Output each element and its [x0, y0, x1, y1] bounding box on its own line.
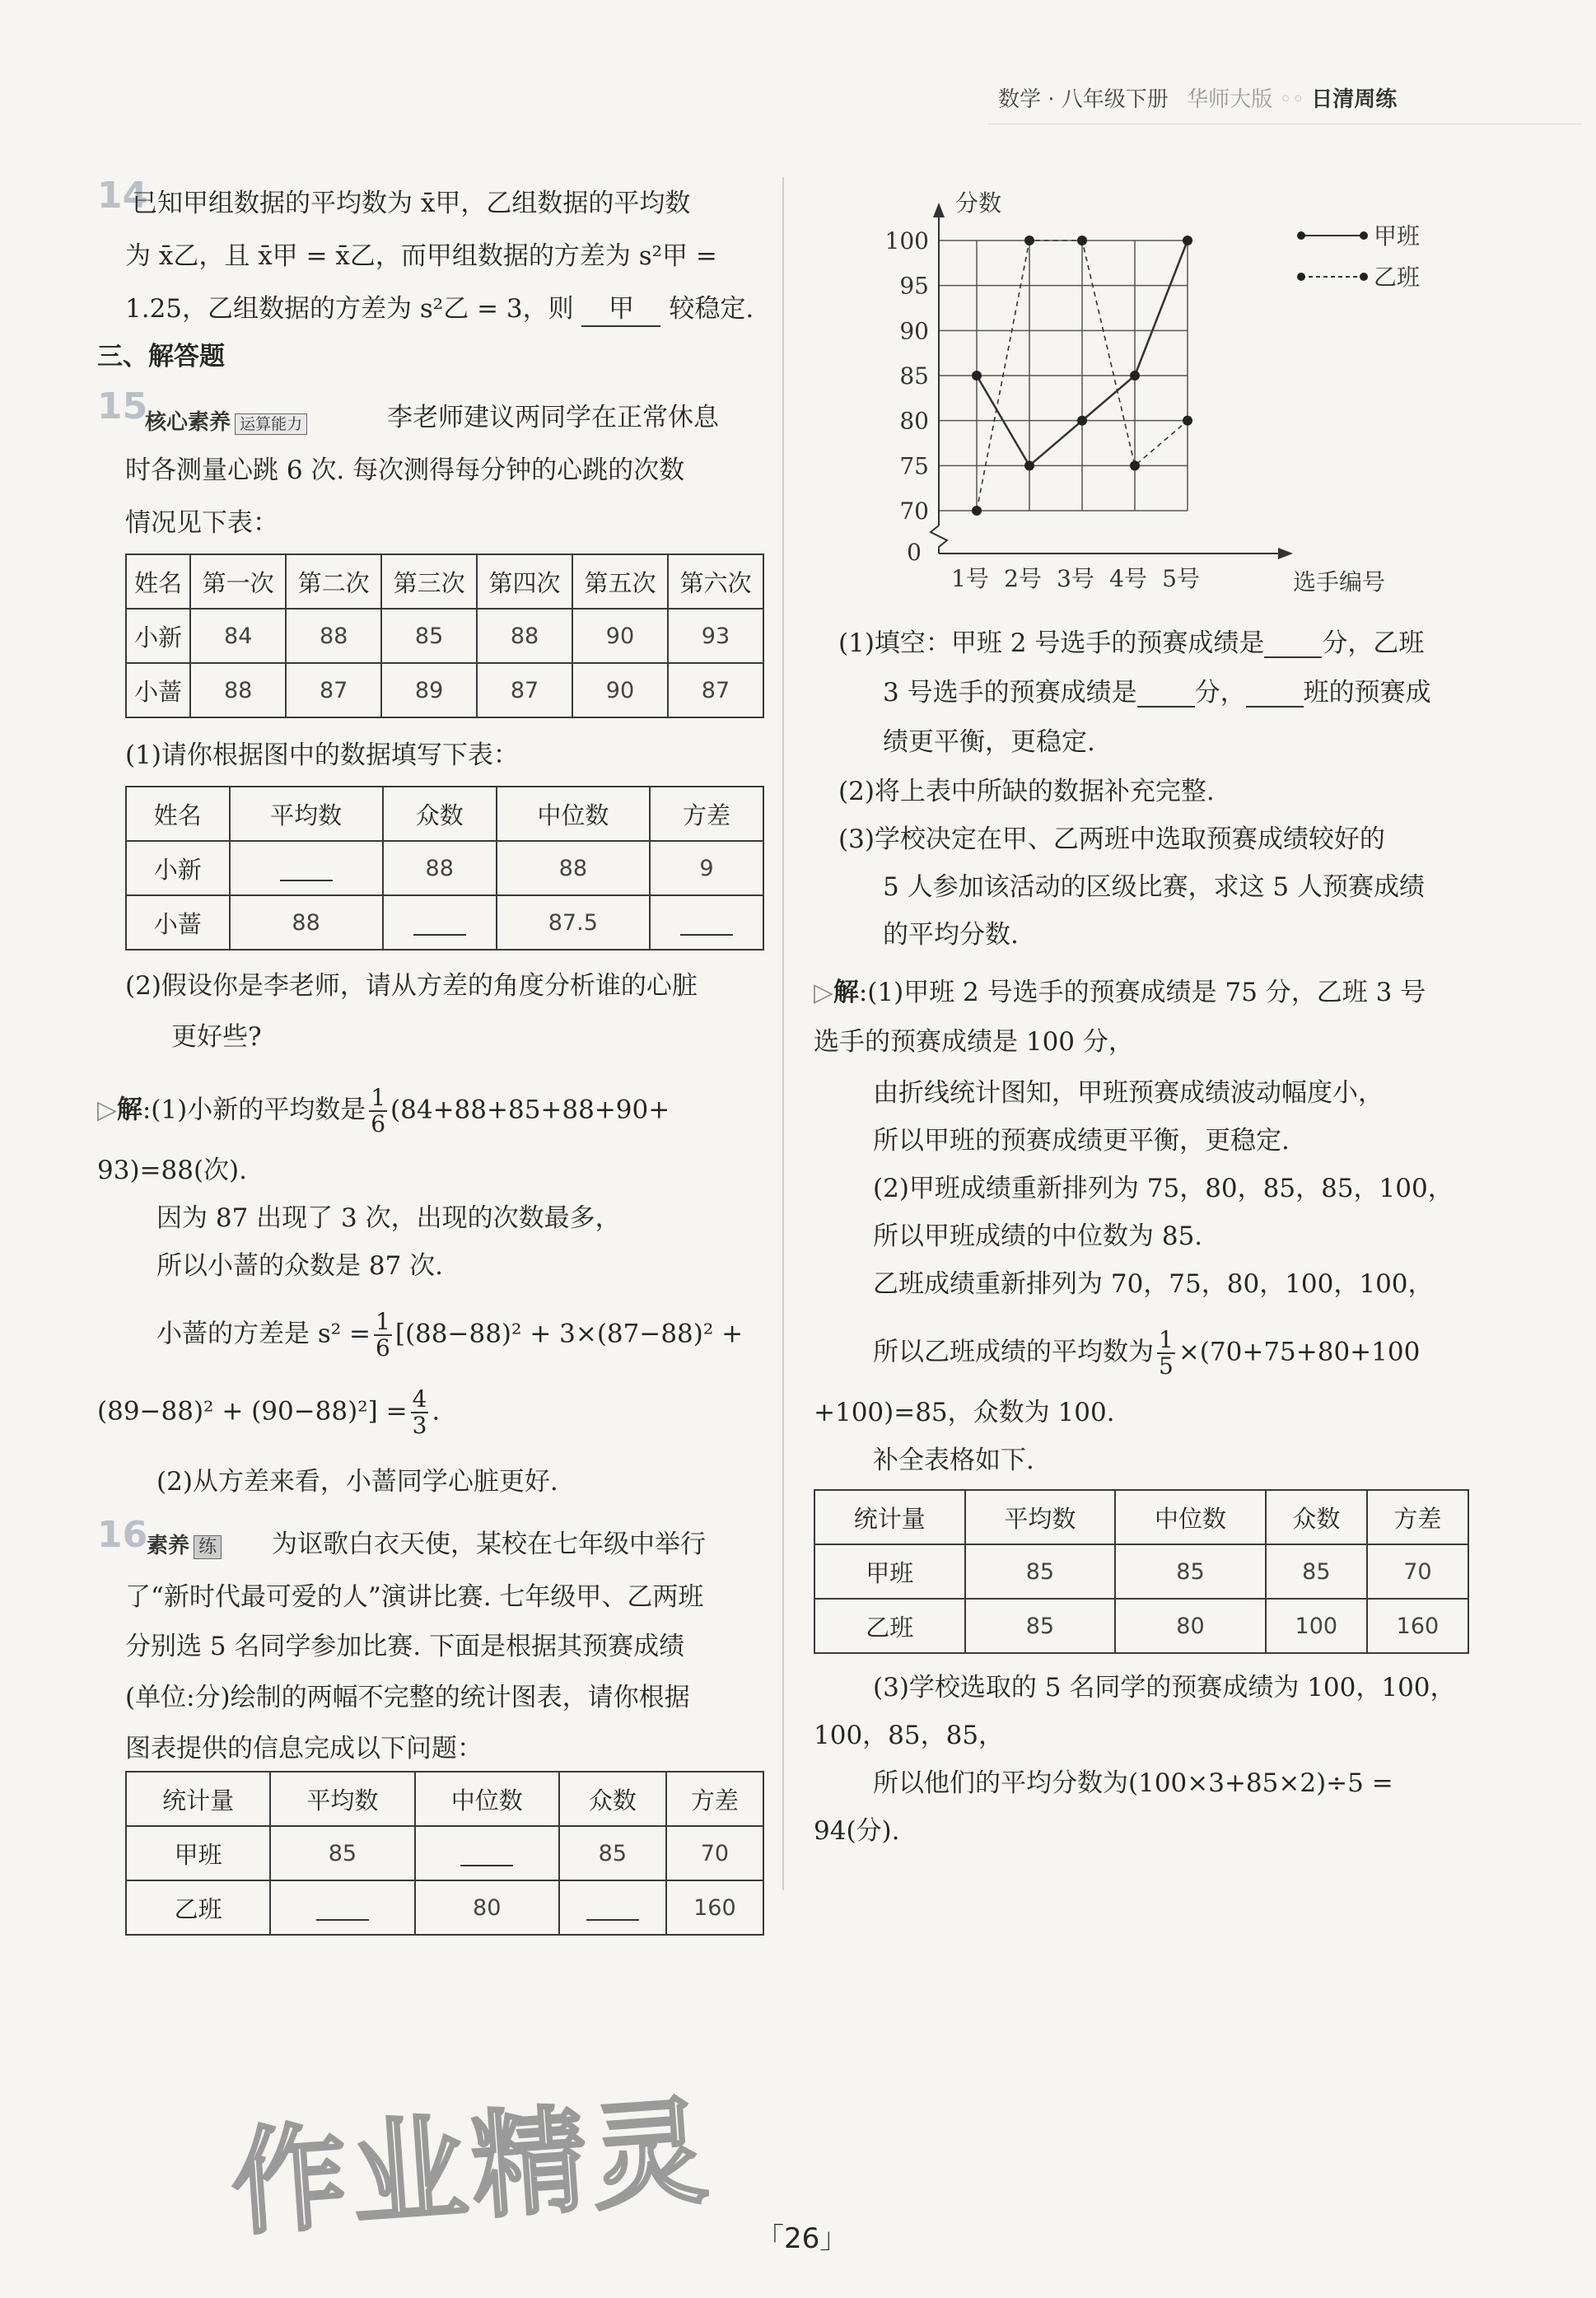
table-cell: 90	[572, 663, 668, 717]
table-header-cell: 方差	[1367, 1490, 1468, 1544]
q15-part-2b: 更好些?	[171, 1022, 262, 1052]
q15-s5a: 小蔷的方差是 s² =	[156, 1319, 371, 1349]
q16-s8b: ×(70+75+80+100	[1178, 1337, 1421, 1367]
table-header-cell: 方差	[666, 1772, 763, 1826]
chart-axes	[931, 203, 1293, 559]
q14-line-3	[125, 285, 754, 333]
q16-table-stats	[125, 1771, 764, 1936]
data-point	[1183, 236, 1192, 245]
question-number-14: 14	[97, 175, 148, 217]
q15-line-1: 李老师建议两同学在正常休息	[387, 403, 719, 432]
q16-s8a: 所以乙班成绩的平均数为	[873, 1337, 1154, 1367]
answer-blank	[680, 909, 733, 936]
q15-s1a: :(1)小新的平均数是	[142, 1095, 366, 1125]
answer-blank	[460, 1840, 513, 1866]
data-point	[1130, 371, 1140, 381]
table-cell: 90	[572, 609, 668, 663]
q14-line-2: 为 x̄乙，且 x̄甲 = x̄乙，而甲组数据的方差为 s²甲 =	[125, 241, 717, 271]
table-row	[126, 609, 763, 663]
q16-tag-label: 素养	[147, 1534, 190, 1558]
q15-tag-box: 运算能力	[235, 413, 307, 435]
table-cell: 70	[666, 1826, 763, 1880]
q16-solution-line-13: 所以他们的平均分数为(100×3+85×2)÷5 =	[873, 1768, 1393, 1798]
table-cell-blank	[230, 841, 383, 895]
q16-table-completed	[814, 1489, 1469, 1654]
section-3-title: 三、解答题	[97, 342, 225, 371]
table-header-cell: 众数	[383, 787, 497, 841]
data-point	[1077, 236, 1087, 245]
y-tick-label: 80	[899, 407, 929, 435]
q16-solution-line-10: 补全表格如下.	[873, 1446, 1034, 1475]
table-header-cell: 中位数	[497, 787, 650, 841]
table-header-cell: 第三次	[381, 554, 477, 609]
legend-label: 乙班	[1374, 264, 1421, 291]
table-cell: 85	[965, 1599, 1116, 1653]
fraction-denominator: 3	[412, 1412, 427, 1439]
q16-p1e: 班的预赛成	[1303, 678, 1431, 708]
q16-solution-line-3: 由折线统计图知，甲班预赛成绩波动幅度小，	[873, 1078, 1384, 1108]
q16-line-3: 分别选 5 名同学参加比赛. 下面是根据其预赛成绩	[125, 1632, 685, 1661]
q15-s6a: (89−88)² + (90−88)²] =	[97, 1396, 408, 1427]
data-point	[972, 371, 982, 381]
table-cell: 小新	[126, 609, 190, 663]
q16-solution-line-2: 选手的预赛成绩是 100 分，	[814, 1027, 1134, 1057]
y-tick-label: 70	[899, 497, 929, 525]
x-axis-arrow	[1278, 548, 1293, 559]
q16-part-3-line-1: (3)学校决定在甲、乙两班中选取预赛成绩较好的	[838, 824, 1385, 854]
q15-solution-label: 解	[116, 1095, 142, 1125]
x-tick-label: 1号	[951, 565, 989, 592]
table-cell: 88	[190, 663, 286, 717]
table-header-cell: 第二次	[286, 554, 381, 609]
table-row	[126, 895, 763, 950]
q15-line-2: 时各测量心跳 6 次. 每次测得每分钟的心跳的次数	[125, 455, 685, 485]
table-cell: 88	[383, 841, 497, 895]
x-tick-label: 2号	[1004, 565, 1042, 592]
table-header-cell: 平均数	[230, 787, 383, 841]
q15-solution-line-5	[156, 1310, 743, 1361]
q16-part-1-line-2	[883, 669, 1431, 717]
table-cell: 160	[666, 1880, 763, 1935]
q16-part-1-line-1	[838, 619, 1424, 667]
fraction-four-thirds	[411, 1387, 429, 1438]
table-row	[126, 841, 763, 895]
data-point	[1130, 460, 1140, 470]
axis-break	[931, 525, 947, 553]
data-point	[1024, 460, 1034, 470]
table-cell: 85	[559, 1826, 666, 1880]
table-cell: 85	[270, 1826, 414, 1880]
table-cell: 100	[1266, 1599, 1367, 1653]
question-number-16: 16	[97, 1514, 148, 1556]
origin-label: 0	[907, 539, 922, 566]
table-header-cell: 平均数	[965, 1490, 1116, 1544]
q15-tag-label: 核心素养	[145, 410, 231, 435]
table-header-cell: 中位数	[415, 1772, 559, 1826]
table-row	[126, 1772, 763, 1826]
table-header-cell: 统计量	[814, 1490, 965, 1544]
q15-solution-line-2: 93)=88(次).	[97, 1156, 248, 1185]
table-cell: 9	[650, 841, 763, 895]
q16-line-2: 了“新时代最可爱的人”演讲比赛. 七年级甲、乙两班	[125, 1582, 704, 1612]
fraction-denominator: 5	[1159, 1352, 1174, 1380]
table-row	[814, 1599, 1468, 1653]
q16-p1a: (1)填空：甲班 2 号选手的预赛成绩是	[838, 628, 1265, 658]
q15-solution-line-7: (2)从方差来看，小蔷同学心脏更好.	[156, 1467, 558, 1497]
q15-table-stats	[125, 786, 764, 950]
table-cell: 93	[668, 609, 763, 663]
table-row	[126, 1826, 763, 1880]
table-cell: 88	[286, 609, 381, 663]
table-header-cell: 众数	[559, 1772, 666, 1826]
table-cell: 87	[286, 663, 381, 717]
q15-s1b: (84+88+85+88+90+	[390, 1095, 670, 1125]
q16-solution-line-6: 所以甲班成绩的中位数为 85.	[873, 1221, 1203, 1251]
y-tick-label: 75	[899, 452, 929, 480]
fraction-denominator: 6	[376, 1334, 390, 1362]
table-header-cell: 第四次	[477, 554, 572, 609]
q16-solution-line-8	[873, 1328, 1420, 1379]
table-header-cell: 统计量	[126, 1772, 270, 1826]
q15-tag	[145, 405, 307, 436]
fraction-numerator: 4	[412, 1385, 427, 1413]
q15-solution-line-3: 因为 87 出现了 3 次，出现的次数最多，	[156, 1203, 621, 1233]
header-series: 日清周练	[1311, 87, 1398, 112]
table-cell: 乙班	[126, 1880, 270, 1935]
table-cell-blank	[415, 1826, 559, 1880]
y-tick-label: 100	[884, 227, 929, 255]
fraction-one-sixth	[374, 1310, 392, 1361]
table-header-cell: 第一次	[190, 554, 286, 609]
table-cell: 小新	[126, 841, 230, 895]
q16-part-2: (2)将上表中所缺的数据补充完整.	[838, 777, 1215, 806]
table-cell: 88	[477, 609, 572, 663]
answer-blank	[586, 1894, 639, 1921]
q14-line-3a: 1.25，乙组数据的方差为 s²乙 = 3，则	[125, 294, 574, 324]
table-row	[126, 554, 763, 609]
y-tick-label: 90	[899, 317, 929, 345]
table-cell: 85	[381, 609, 477, 663]
table-cell: 88	[497, 841, 650, 895]
table-header-cell: 姓名	[126, 787, 230, 841]
legend-marker	[1297, 231, 1305, 240]
fraction-one-sixth	[369, 1086, 387, 1137]
header: 数学 · 八年级下册 华师大版 ◦◦ 日清周练	[998, 87, 1398, 112]
table-cell: 85	[1115, 1544, 1266, 1599]
table-header-cell: 姓名	[126, 554, 190, 609]
q14-line-1: 已知甲组数据的平均数为 x̄甲，乙组数据的平均数	[132, 189, 691, 218]
answer-blank	[1264, 632, 1322, 658]
watermark: 作业精灵	[226, 2084, 716, 2253]
y-tick-label: 95	[899, 272, 929, 300]
y-axis-arrow	[933, 203, 945, 217]
fraction-numerator: 1	[1159, 1326, 1174, 1353]
q15-solution-line-1: ▷解:(1)小新的平均数是 $\frac{1}{6}$ (84+88+85+88+90+	[97, 1084, 670, 1137]
legend-marker	[1360, 231, 1368, 240]
y-tick-label: 85	[899, 362, 929, 390]
data-point	[1183, 416, 1192, 426]
table-header-cell: 第六次	[668, 554, 763, 609]
table-cell-blank	[270, 1880, 414, 1935]
answer-blank	[1246, 681, 1304, 708]
q16-solution-line-14: 94(分).	[814, 1816, 900, 1846]
header-book: 数学 · 八年级下册	[998, 87, 1169, 112]
line-chart-scores	[856, 181, 1466, 601]
table-row	[126, 663, 763, 717]
table-cell: 小蔷	[126, 895, 230, 950]
x-axis-title: 选手编号	[1293, 568, 1386, 596]
table-cell: 70	[1367, 1544, 1468, 1599]
header-edition: 华师大版	[1187, 87, 1273, 112]
q16-part-1-line-3: 绩更平衡，更稳定.	[883, 727, 1095, 757]
table-cell: 88	[230, 895, 383, 950]
chart-legend	[1297, 222, 1420, 291]
q16-solution-line-1: ▷解:(1)甲班 2 号选手的预赛成绩是 75 分，乙班 3 号	[814, 978, 1426, 1007]
q16-p1d: 分，	[1194, 678, 1246, 708]
q16-solution-line-5: (2)甲班成绩重新排列为 75，80，85，85，100，	[873, 1174, 1454, 1203]
table-cell: 80	[1115, 1599, 1266, 1653]
table-row	[126, 787, 763, 841]
table-cell-blank	[650, 895, 763, 950]
data-point	[1077, 416, 1087, 426]
q15-line-3: 情况见下表：	[125, 508, 278, 538]
q14-line-3b: 较稳定.	[669, 294, 754, 324]
table-cell: 85	[1266, 1544, 1367, 1599]
q16-line-5: 图表提供的信息完成以下问题：	[125, 1734, 483, 1763]
legend-marker	[1297, 273, 1305, 281]
fraction-one-fifth	[1157, 1328, 1175, 1379]
fraction-numerator: 1	[376, 1308, 390, 1335]
table-row	[814, 1544, 1468, 1599]
table-header-cell: 方差	[650, 787, 763, 841]
x-tick-label: 4号	[1109, 565, 1147, 592]
table-cell: 小蔷	[126, 663, 190, 717]
page-number-value: 26	[784, 2222, 820, 2255]
column-divider	[782, 177, 784, 1890]
q16-p1c: 3 号选手的预赛成绩是	[883, 678, 1137, 708]
table-cell: 甲班	[126, 1826, 270, 1880]
y-axis-title: 分数	[955, 189, 1002, 217]
q16-solution-line-12: 100，85，85，	[814, 1721, 1005, 1750]
q15-part-2a: (2)假设你是李老师，请从方差的角度分析谁的心脏	[125, 971, 698, 1001]
q16-line-1: 为讴歌白衣天使，某校在七年级中举行	[272, 1530, 706, 1559]
q15-table-heartbeat	[125, 553, 764, 718]
table-header-cell: 第五次	[572, 554, 668, 609]
legend-label: 甲班	[1374, 222, 1421, 250]
question-number-15: 15	[97, 385, 148, 427]
legend-marker	[1360, 273, 1368, 281]
page-number: 「26」	[756, 2222, 848, 2255]
table-cell-blank	[383, 895, 497, 950]
table-row	[814, 1490, 1468, 1544]
table-cell: 160	[1367, 1599, 1468, 1653]
fraction-numerator: 1	[371, 1084, 386, 1111]
x-tick-label: 5号	[1162, 565, 1200, 592]
table-cell: 89	[381, 663, 477, 717]
data-point	[972, 506, 982, 516]
q16-solution-line-11: (3)学校选取的 5 名同学的预赛成绩为 100，100，	[873, 1673, 1456, 1702]
q15-part-1: (1)请你根据图中的数据填写下表：	[125, 740, 519, 770]
q15-s5b: [(88−88)² + 3×(87−88)² +	[394, 1319, 744, 1349]
table-cell: 87.5	[497, 895, 650, 950]
table-cell: 乙班	[814, 1599, 965, 1653]
table-cell: 87	[477, 663, 572, 717]
q16-solution-line-9: +100)=85，众数为 100.	[814, 1398, 1115, 1427]
table-cell: 84	[190, 609, 286, 663]
q16-solution-label: 解	[833, 978, 859, 1007]
q15-solution-line-4: 所以小蔷的众数是 87 次.	[156, 1251, 444, 1281]
x-tick-label: 3号	[1057, 565, 1094, 592]
q16-tag	[147, 1529, 222, 1559]
answer-blank	[1137, 681, 1195, 708]
table-row	[126, 1880, 763, 1935]
answer-blank	[316, 1894, 369, 1921]
table-cell: 87	[668, 663, 763, 717]
table-header-cell: 众数	[1266, 1490, 1367, 1544]
table-cell: 85	[965, 1544, 1116, 1599]
q16-solution-line-4: 所以甲班的预赛成绩更平衡，更稳定.	[873, 1126, 1290, 1156]
q16-solution-line-7: 乙班成绩重新排列为 70，75，80，100，100，	[873, 1269, 1434, 1299]
fraction-denominator: 6	[371, 1110, 386, 1137]
q16-p1b: 分，乙班	[1322, 628, 1425, 658]
q16-tag-box: 练	[194, 1535, 222, 1559]
table-cell: 80	[415, 1880, 559, 1935]
table-cell-blank	[559, 1880, 666, 1935]
data-point	[1024, 236, 1034, 245]
q16-part-3-line-3: 的平均分数.	[883, 920, 1019, 950]
table-header-cell: 平均数	[270, 1772, 414, 1826]
q16-part-3-line-2: 5 人参加该活动的区级比赛，求这 5 人预赛成绩	[883, 872, 1426, 902]
answer-blank	[413, 909, 466, 936]
q16-s1: :(1)甲班 2 号选手的预赛成绩是 75 分，乙班 3 号	[858, 978, 1426, 1007]
table-header-cell: 中位数	[1115, 1490, 1266, 1544]
table-cell: 甲班	[814, 1544, 965, 1599]
q15-solution-line-6	[97, 1387, 440, 1438]
q15-s6b: .	[432, 1396, 441, 1427]
q14-answer: 甲	[581, 292, 660, 327]
q16-line-4: (单位:分)绘制的两幅不完整的统计图表，请你根据	[125, 1683, 690, 1712]
answer-blank	[280, 855, 333, 881]
